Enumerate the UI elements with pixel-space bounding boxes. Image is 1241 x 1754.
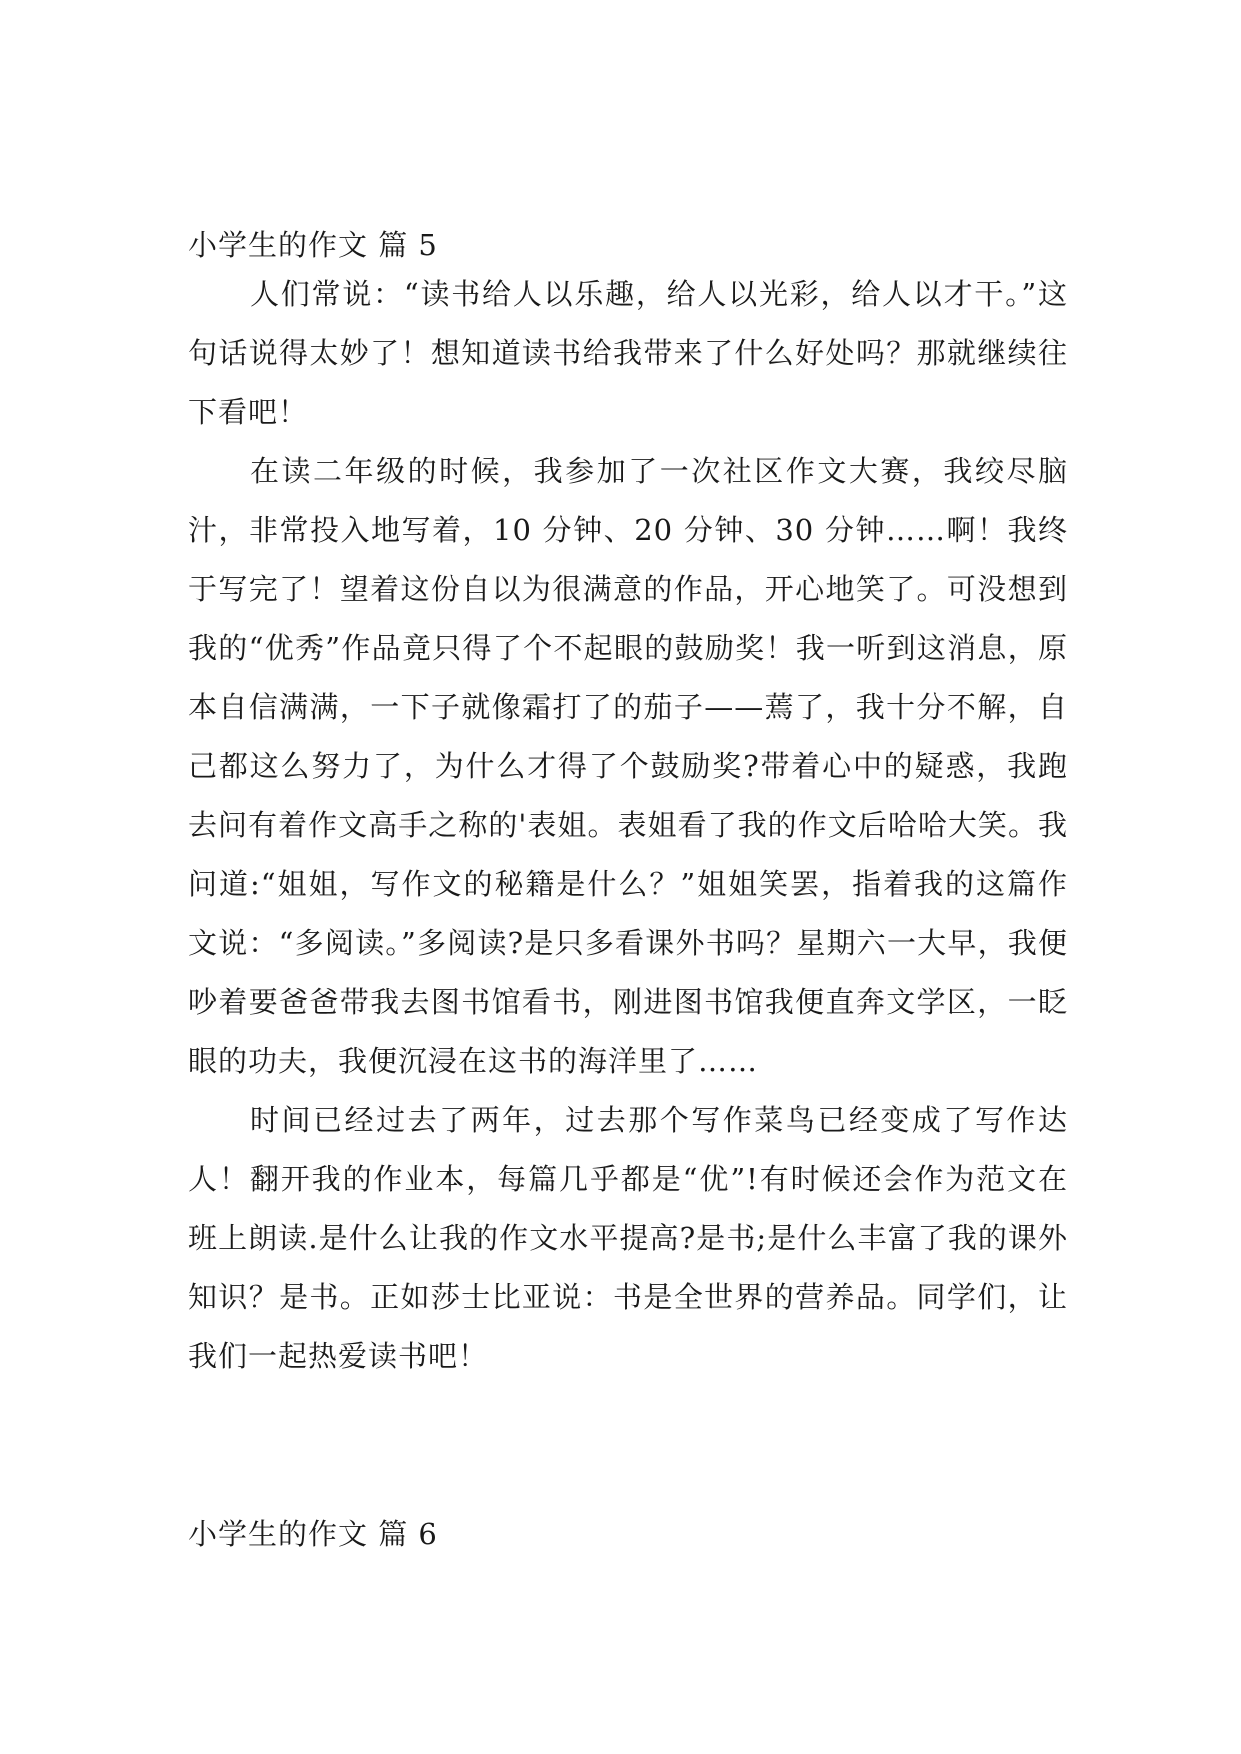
essay-5-paragraph-1: 人们常说：“读书给人以乐趣，给人以光彩，给人以才干。”这句话说得太妙了！想知道读书给我带来了什么好处吗？那就继续往下看吧！ bbox=[188, 277, 1068, 429]
essay-5-paragraph-2: 在读二年级的时候，我参加了一次社区作文大赛，我绞尽脑汁，非常投入地写着，10 分钟、20 分钟、30 分钟……啊！我终于写完了！望着这份自以为很满意的作品，开心地笑了。可没想到我的“优秀”作品竟只得了个不起眼的鼓励奖！我一听到这消息，原本自信满满，一下子就像霜打了的茄子——蔫了，我十分不解，自己都这么努力了，为什么才得了个鼓励奖?带着心中的疑惑，我跑去问有着作文高手之称的'表姐。表姐看了我的作文后哈哈大笑。我问道:“姐姐，写作文的秘籍是什么？”姐姐笑罢，指着我的这篇作文说：“多阅读。”多阅读?是只多看课外书吗？星期六一大早，我便吵着要爸爸带我去图书馆看书，刚进图书馆我便直奔文学区，一眨眼的功夫，我便沉浸在这书的海洋里了…… bbox=[188, 454, 1068, 1078]
essay-5-paragraph-3: 时间已经过去了两年，过去那个写作菜鸟已经变成了写作达人！翻开我的作业本，每篇几乎都是“优”!有时候还会作为范文在班上朗读.是什么让我的作文水平提高?是书;是什么丰富了我的课外知识？是书。正如莎士比亚说：书是全世界的营养品。同学们，让我们一起热爱读书吧！ bbox=[188, 1103, 1068, 1373]
essay-5-title: 小学生的作文 篇 5 bbox=[188, 228, 438, 262]
essay-6-title: 小学生的作文 篇 6 bbox=[188, 1517, 438, 1551]
essay-5-body bbox=[188, 265, 1068, 1386]
